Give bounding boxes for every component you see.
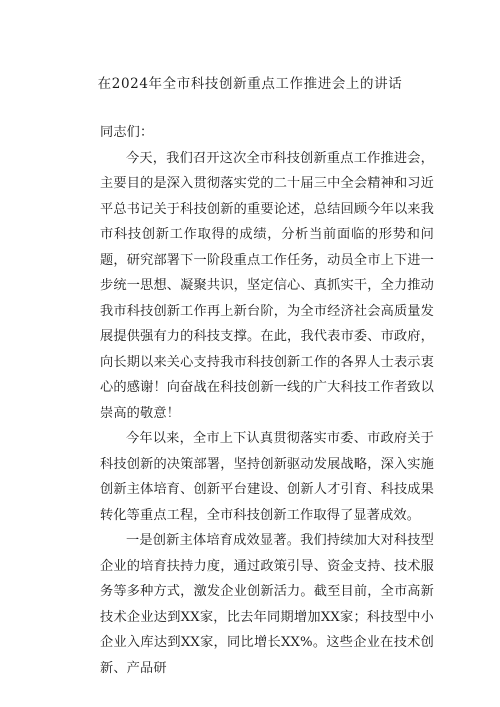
document-body: [100, 120, 434, 681]
paragraph-opening: 今天，我们召开这次全市科技创新重点工作推进会，主要目的是深入贯彻落实党的二十届三中全会精神和习近平总书记关于科技创新的重要论述，总结回顾今年以来我市科技创新工作取得的成绩，分析当前面临的形势和问题，研究部署下一阶段重点工作任务，动员全市上下进一步统一思想、凝聚共识，坚定信心、真抓实干，全力推动我市科技创新工作再上新台阶，为全市经济社会高质量发展提供强有力的科技支撑。在此，我代表市委、市政府，向长期以来关心支持我市科技创新工作的各界人士表示衷心的感谢！向奋战在科技创新一线的广大科技工作者致以崇高的敬意！: [100, 150, 434, 421]
salutation: 同志们：: [100, 125, 154, 140]
document-title: 在2024年全市科技创新重点工作推进会上的讲话: [97, 76, 403, 92]
paragraph-overview: 今年以来，全市上下认真贯彻落实市委、市政府关于科技创新的决策部署，坚持创新驱动发展战略，深入实施创新主体培育、创新平台建设、创新人才引育、科技成果转化等重点工程，全市科技创新工作取得了显著成效。: [100, 431, 434, 523]
paragraph-innovation-entities: 一是创新主体培育成效显著。我们持续加大对科技型企业的培育扶持力度，通过政策引导、资金支持、技术服务等多种方式，激发企业创新活力。截至目前，全市高新技术企业达到XX家，比去年同期增加XX家；科技型中小企业入库达到XX家，同比增长XX%。这些企业在技术创新、产品研: [100, 533, 434, 676]
